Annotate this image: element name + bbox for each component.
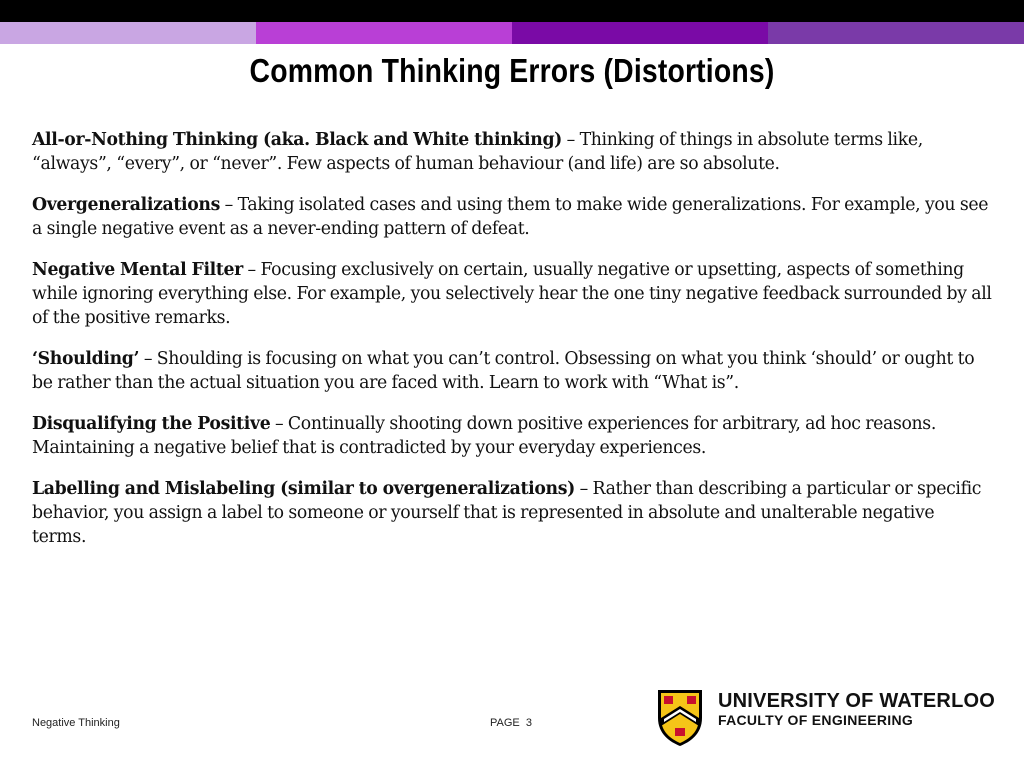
item-term: ‘Shoulding’ — [32, 349, 140, 369]
item-description: – Continually shooting down positive experiences for arbitrary, ad hoc reasons. Maintaining a negative belief that is contradicted by your everyday experiences. — [32, 414, 936, 458]
header-stripe-violet — [768, 22, 1024, 44]
item-description: – Focusing exclusively on certain, usually negative or upsetting, aspects of something while ignoring everything else. For example, you selectively hear the one tiny negative feedback surrounded by all of the positive remarks. — [32, 260, 992, 328]
item-description: – Rather than describing a particular or specific behavior, you assign a label to someone or yourself that is represented in absolute and unalterable negative terms. — [32, 479, 982, 547]
faculty-name: FACULTY OF ENGINEERING — [718, 712, 914, 728]
item-description: – Taking isolated cases and using them to make wide generalizations. For example, you see a single negative event as a never-ending pattern of defeat. — [32, 195, 989, 239]
item-term: All-or-Nothing Thinking (aka. Black and White thinking) — [32, 130, 563, 150]
item-term: Labelling and Mislabeling (similar to overgeneralizations) — [32, 479, 575, 499]
slide-content — [32, 128, 992, 566]
footer-title: Negative Thinking — [32, 717, 120, 729]
page-number — [490, 717, 532, 729]
university-logo — [656, 688, 1006, 750]
item-description: – Thinking of things in absolute terms like, “always”, “every”, or “never”. Few aspects of human behaviour (and life) are so absolute. — [32, 130, 923, 174]
item-all-or-nothing — [32, 128, 992, 176]
page-label: PAGE — [490, 717, 520, 729]
top-black-bar — [0, 0, 1024, 22]
item-disqualifying-positive — [32, 412, 992, 460]
item-description: – Shoulding is focusing on what you can’t control. Obsessing on what you think ‘should’ or ought to be rather than the actual situation you are faced with. Learn to work with “What is”. — [32, 349, 975, 393]
header-stripe-purple — [512, 22, 768, 44]
item-term: Disqualifying the Positive — [32, 414, 271, 434]
item-labelling — [32, 477, 992, 549]
item-negative-mental-filter — [32, 258, 992, 330]
crest-icon — [656, 688, 704, 748]
university-name: UNIVERSITY OF WATERLOO — [718, 690, 996, 712]
item-overgeneralizations — [32, 193, 992, 241]
header-stripe-lavender — [0, 22, 256, 44]
item-term: Negative Mental Filter — [32, 260, 243, 280]
header-stripe-magenta — [256, 22, 512, 44]
page-value: 3 — [525, 717, 533, 729]
item-term: Overgeneralizations — [32, 195, 220, 215]
item-shoulding — [32, 347, 992, 395]
slide-title: Common Thinking Errors (Distortions) — [249, 52, 775, 89]
